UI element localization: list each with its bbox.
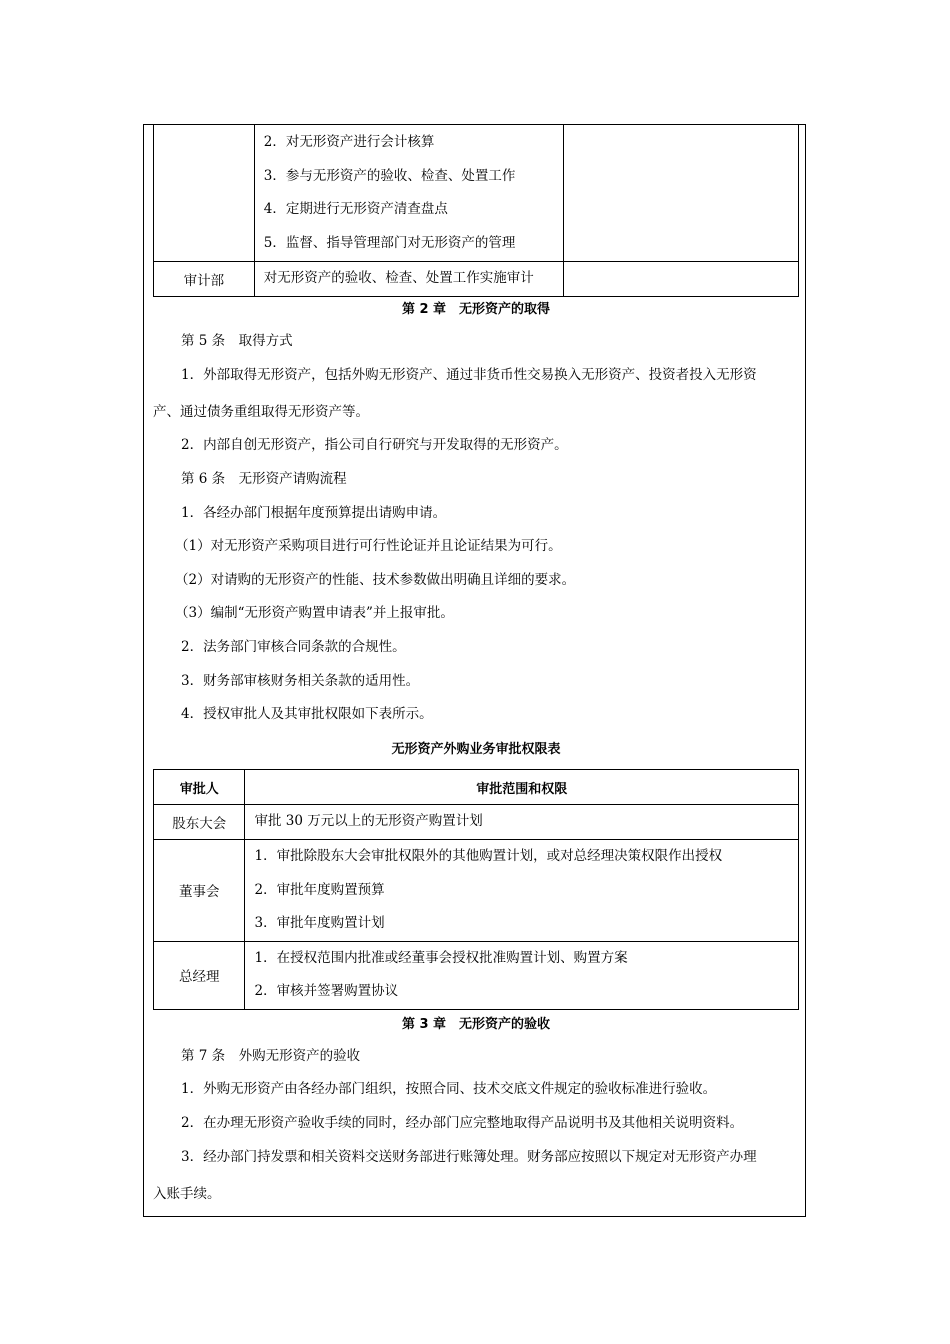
- paragraph: 2．在办理无形资产验收手续的同时，经办部门应完整地取得产品说明书及其他相关说明资料。: [181, 1115, 744, 1131]
- duty-item: 2．对无形资产进行会计核算: [263, 134, 435, 150]
- table-cell-duties: [254, 125, 563, 262]
- paragraph: 4．授权审批人及其审批权限如下表所示。: [181, 706, 433, 722]
- paragraph: 入账手续。: [153, 1186, 221, 1202]
- scope-item: 1．在授权范围内批准或经董事会授权批准购置计划、购置方案: [254, 949, 628, 966]
- scope-cell: [245, 805, 799, 840]
- paragraph: 1．外部取得无形资产，包括外购无形资产、通过非货币性交易换入无形资产、投资者投入无形资: [181, 367, 757, 383]
- table-title: 无形资产外购业务审批权限表: [391, 742, 561, 757]
- table-header-row: [154, 770, 799, 805]
- table-cell-dept: [154, 125, 255, 262]
- scope-item: 2．审核并签署购置协议: [254, 983, 399, 999]
- paragraph: （2）对请购的无形资产的性能、技术参数做出明确且详细的要求。: [175, 572, 576, 588]
- paragraph: 2．法务部门审核合同条款的合规性。: [181, 639, 406, 655]
- approver-cell: 股东大会: [154, 805, 245, 840]
- approver-cell: 总经理: [154, 941, 245, 1009]
- paragraph: （3）编制“无形资产购置申请表”并上报审批。: [175, 605, 454, 621]
- table-row: [154, 840, 799, 942]
- paragraph: 3．财务部审核财务相关条款的适用性。: [181, 673, 420, 689]
- paragraph: 2．内部自创无形资产，指公司自行研究与开发取得的无形资产。: [181, 437, 568, 453]
- scope-item: 2．审批年度购置预算: [254, 881, 385, 898]
- table-row: [154, 805, 799, 840]
- paragraph: 1．各经办部门根据年度预算提出请购申请。: [181, 505, 447, 521]
- scope-cell: [245, 840, 799, 942]
- scope-item: 3．审批年度购置计划: [254, 915, 385, 931]
- scope-cell: [245, 941, 799, 1009]
- scope-item: 审批 30 万元以上的无形资产购置计划: [254, 813, 483, 830]
- audit-dept-label: 审计部: [154, 262, 255, 297]
- paragraph: （1）对无形资产采购项目进行可行性论证并且论证结果为可行。: [175, 538, 562, 554]
- article-6-title: 第 6 条 无形资产请购流程: [181, 471, 347, 487]
- approval-authority-table: [153, 769, 799, 1010]
- article-5-title: 第 5 条 取得方式: [181, 333, 293, 349]
- responsibility-table: [153, 124, 799, 297]
- duty-item: 对无形资产的验收、检查、处置工作实施审计: [263, 270, 534, 287]
- column-header-approver: 审批人: [154, 770, 245, 805]
- duty-item: 3．参与无形资产的验收、检查、处置工作: [263, 167, 516, 184]
- scope-item: 1．审批除股东大会审批权限外的其他购置计划，或对总经理决策权限作出授权: [254, 848, 723, 864]
- table-cell-empty: [563, 262, 798, 297]
- chapter-2-title: 第 2 章 无形资产的取得: [401, 302, 551, 317]
- chapter-3-title: 第 3 章 无形资产的验收: [401, 1017, 551, 1032]
- table-row: [154, 941, 799, 1009]
- column-header-scope: 审批范围和权限: [245, 770, 799, 805]
- table-row: [154, 125, 799, 262]
- paragraph: 产、通过债务重组取得无形资产等。: [153, 404, 369, 420]
- paragraph: 3．经办部门持发票和相关资料交送财务部进行账簿处理。财务部应按照以下规定对无形资产办理: [181, 1149, 757, 1165]
- approver-cell: 董事会: [154, 840, 245, 942]
- table-cell-empty: [563, 125, 798, 262]
- duty-item: 4．定期进行无形资产清查盘点: [263, 201, 448, 217]
- table-row: [154, 262, 799, 297]
- duty-item: 5．监督、指导管理部门对无形资产的管理: [263, 234, 516, 251]
- paragraph: 1．外购无形资产由各经办部门组织，按照合同、技术交底文件规定的验收标准进行验收。: [181, 1081, 717, 1097]
- table-cell-duties: [254, 262, 563, 297]
- article-7-title: 第 7 条 外购无形资产的验收: [181, 1048, 361, 1064]
